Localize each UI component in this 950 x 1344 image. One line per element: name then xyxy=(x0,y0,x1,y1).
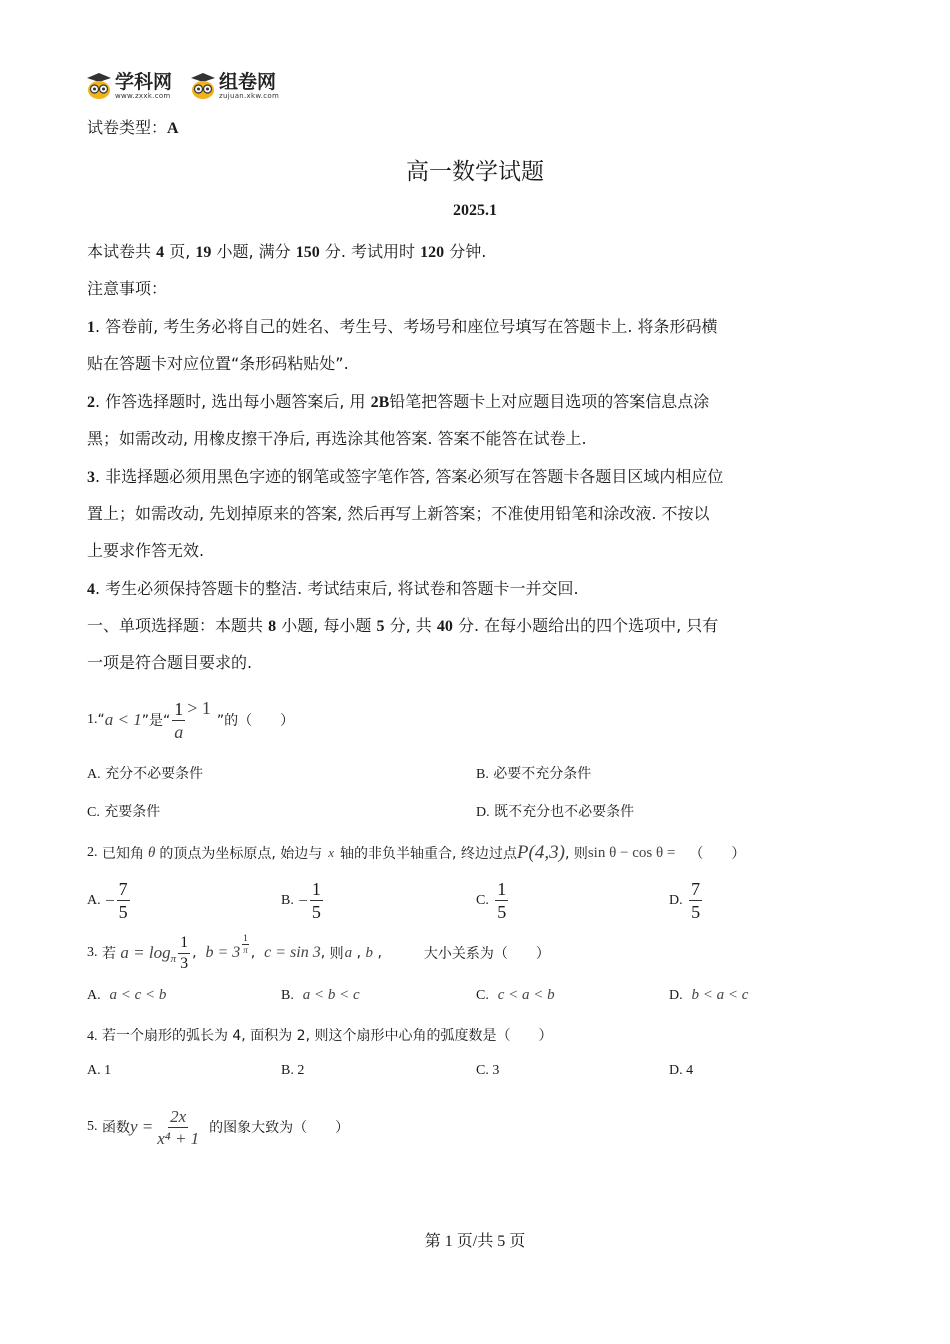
q3-option-d[interactable]: D. b < a < c xyxy=(669,987,749,1003)
intro-line: 本试卷共 4 页, 19 小题, 满分 150 分. 考试用时 120 分钟. xyxy=(87,242,487,261)
note-3-line1: 3. 非选择题必须用黑色字迹的钢笔或签字笔作答, 答案必须写在答题卡各题目区域内相应位 xyxy=(87,467,724,486)
q3-option-a[interactable]: A. a < c < b xyxy=(87,987,167,1003)
q3-option-b[interactable]: B. a < b < c xyxy=(281,987,360,1003)
q1-option-a[interactable]: A. 充分不必要条件 xyxy=(87,766,204,782)
exam-date: 2025.1 xyxy=(453,202,497,219)
question-2: 2. 已知角 θ 的顶点为坐标原点, 始边与 x 轴的非负半轴重合, 终边过点 P(4,3) , 则 sin θ − cos θ = （ ） xyxy=(87,842,746,863)
q2-option-a[interactable]: A. − $\frac{7}{5}$ xyxy=(87,879,128,922)
question-5: 5. 函数 y = $\frac{2x}{\text{x⁴ + 1}}$ 的图象大致为（ ） xyxy=(87,1106,350,1148)
zujuanwang-logo xyxy=(190,70,279,102)
logo2-text: 组卷网 xyxy=(219,71,277,93)
logo1-text: 学科网 xyxy=(115,71,173,93)
xuekewang-logo xyxy=(86,70,172,102)
question-4: 4. 若一个扇形的弧长为 4, 面积为 2, 则这个扇形中心角的弧度数是（ ） xyxy=(87,1028,553,1044)
owl-icon xyxy=(190,72,216,100)
section-1-heading-line2: 一项是符合题目要求的. xyxy=(87,653,253,672)
q2-option-c[interactable]: C. $\frac{1}{5}$ xyxy=(476,879,507,922)
q3-option-c[interactable]: C. c < a < b xyxy=(476,987,555,1003)
notice-title: 注意事项： xyxy=(87,279,168,298)
note-2-line1: 2. 作答选择题时, 选出每小题答案后, 用 2B铅笔把答题卡上对应题目选项的答案信息点涂 xyxy=(87,392,710,411)
q2-option-b[interactable]: B. − $\frac{1}{5}$ xyxy=(281,879,321,922)
q1-option-c[interactable]: C. 充要条件 xyxy=(87,804,161,820)
logo2-sub: zujuan.xkw.com xyxy=(219,92,280,100)
q1-fraction: $\frac{1}{a}$ xyxy=(174,698,184,742)
q4-option-a[interactable]: A. 1 xyxy=(87,1063,112,1078)
q4-option-d[interactable]: D. 4 xyxy=(669,1063,694,1078)
paper-type xyxy=(87,115,179,138)
note-4-line1: 4. 考生必须保持答题卡的整洁. 考试结束后, 将试卷和答题卡一并交回. xyxy=(87,579,579,598)
page-title: 高一数学试题 xyxy=(406,159,544,185)
note-2-line2: 黑；如需改动, 用橡皮擦干净后, 再选涂其他答案. 答案不能答在试卷上. xyxy=(87,429,587,448)
note-1-line2: 贴在答题卡对应位置“条形码粘贴处”. xyxy=(87,354,349,373)
q4-option-b[interactable]: B. 2 xyxy=(281,1063,305,1078)
paper-type-label: 试卷类型： xyxy=(87,118,168,137)
section-1-heading: 一、单项选择题：本题共 8 小题, 每小题 5 分, 共 40 分. 在每小题给出的四个选项中, 只有 xyxy=(87,616,719,635)
q1-option-b[interactable]: B. 必要不充分条件 xyxy=(476,766,592,782)
question-1: 1. “ a < 1 ”是“ $\frac{1}{a}$ > 1 ”的（ ） xyxy=(87,697,295,742)
q1-option-d[interactable]: D. 既不充分也不必要条件 xyxy=(476,804,635,820)
note-1-line1: 1. 答卷前, 考生务必将自己的姓名、考生号、考场号和座位号填写在答题卡上. 将条形码横 xyxy=(87,317,718,336)
note-3-line2: 置上；如需改动, 先划掉原来的答案, 然后再写上新答案；不准使用铅笔和涂改液. 不按以 xyxy=(87,504,710,523)
note-3-line3: 上要求作答无效. xyxy=(87,541,205,560)
logo1-sub: www.zxxk.com xyxy=(115,92,171,100)
paper-type-value: A xyxy=(167,120,179,137)
page-footer: 第 1 页/共 5 页 xyxy=(424,1233,526,1250)
question-3: 3. 若 a = log π $\frac{1}{3}$ , b = 3 $\frac{1}{\pi}$ , c = sin 3 , 则 a , b , 大小关系为（ ） xyxy=(87,932,550,972)
owl-icon xyxy=(86,72,112,100)
q2-option-d[interactable]: D. $\frac{7}{5}$ xyxy=(669,879,701,922)
q4-option-c[interactable]: C. 3 xyxy=(476,1063,500,1078)
q5-fraction: $\frac{2x}{\text{x⁴ + 1}}$ xyxy=(157,1106,200,1148)
